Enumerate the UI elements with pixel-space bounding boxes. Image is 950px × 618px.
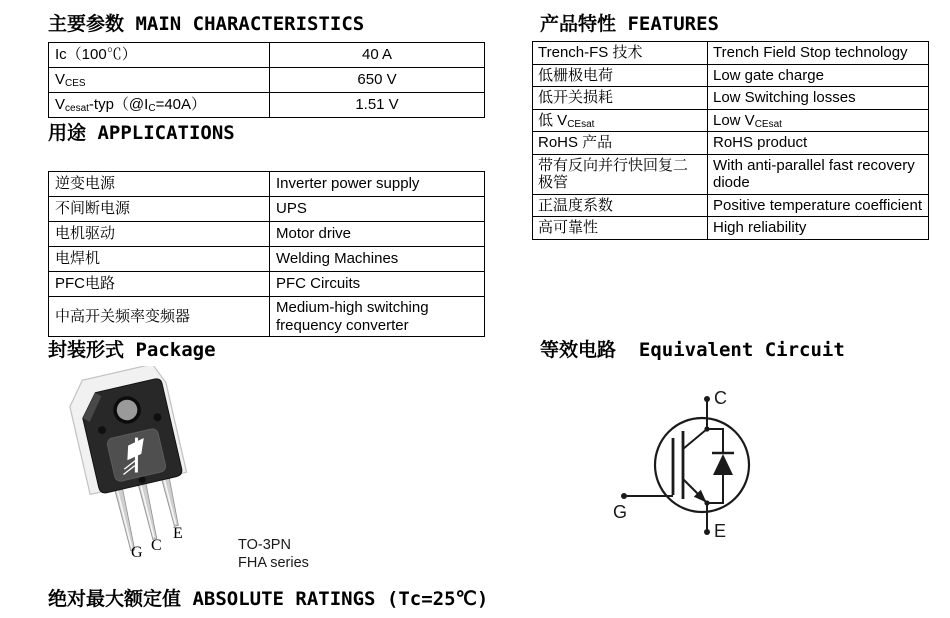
heading-main-characteristics: 主要参数 MAIN CHARACTERISTICS bbox=[48, 13, 365, 35]
table-row bbox=[533, 109, 929, 132]
value-cell: 1.51 V bbox=[270, 93, 485, 118]
junction-dot bbox=[704, 426, 709, 431]
terminal-label-c: C bbox=[714, 388, 727, 408]
value-cell: Low Switching losses bbox=[708, 87, 929, 110]
value-cell: Positive temperature coefficient bbox=[708, 194, 929, 217]
diode-triangle bbox=[713, 454, 733, 475]
terminal-label-e: E bbox=[714, 521, 727, 541]
table-row bbox=[533, 217, 929, 240]
package-series: FHA series bbox=[238, 555, 309, 571]
heading-applications: 用途 APPLICATIONS bbox=[48, 122, 235, 144]
value-cell: High reliability bbox=[708, 217, 929, 240]
param-cell: 中高开关频率变频器 bbox=[49, 297, 270, 337]
value-cell: Welding Machines bbox=[270, 247, 485, 272]
value-cell: With anti-parallel fast recovery diode bbox=[708, 154, 929, 194]
terminal-label-g: G bbox=[613, 502, 628, 522]
junction-dot bbox=[704, 500, 709, 505]
table-row bbox=[49, 68, 485, 93]
param-cell: RoHS 产品 bbox=[533, 132, 708, 155]
value-cell: UPS bbox=[270, 197, 485, 222]
param-cell: Trench-FS 技术 bbox=[533, 42, 708, 65]
value-cell: 40 A bbox=[270, 43, 485, 68]
terminal-dot-e bbox=[704, 529, 710, 535]
table-row bbox=[49, 172, 485, 197]
value-cell: Medium-high switching frequency converter bbox=[270, 297, 485, 337]
param-cell: PFC电路 bbox=[49, 272, 270, 297]
table-row bbox=[49, 93, 485, 118]
heading-features: 产品特性 FEATURES bbox=[540, 13, 719, 35]
heading-package: 封装形式 Package bbox=[48, 339, 216, 361]
value-cell: Inverter power supply bbox=[270, 172, 485, 197]
value-cell: PFC Circuits bbox=[270, 272, 485, 297]
pin-label-e: E bbox=[173, 525, 183, 542]
param-cell: 电机驱动 bbox=[49, 222, 270, 247]
table-row bbox=[49, 43, 485, 68]
param-cell: 逆变电源 bbox=[49, 172, 270, 197]
pin-label-c: C bbox=[151, 537, 162, 554]
param-cell: $V_{cesat}-typ(@I_C=40A)$ bbox=[49, 93, 270, 118]
table-row bbox=[533, 154, 929, 194]
applications-table bbox=[48, 171, 485, 337]
param-cell: 正温度系数 bbox=[533, 194, 708, 217]
param-cell: 电焊机 bbox=[49, 247, 270, 272]
equivalent-circuit-diagram bbox=[595, 383, 795, 548]
terminal-dot-c bbox=[704, 396, 710, 402]
pin-label-g: G bbox=[131, 544, 143, 561]
table-row bbox=[49, 297, 485, 337]
param-cell: 低 $V_{CEsat}$ bbox=[533, 109, 708, 132]
heading-absolute-ratings: 绝对最大额定值 ABSOLUTE RATINGS (Tc=25℃) bbox=[48, 588, 489, 610]
table-row bbox=[533, 87, 929, 110]
param-cell: 低栅极电荷 bbox=[533, 64, 708, 87]
table-row bbox=[533, 64, 929, 87]
table-row bbox=[49, 222, 485, 247]
value-cell: 650 V bbox=[270, 68, 485, 93]
package-name: TO-3PN bbox=[238, 537, 291, 553]
value-cell: Trench Field Stop technology bbox=[708, 42, 929, 65]
terminal-dot-g bbox=[621, 493, 627, 499]
table-row bbox=[533, 194, 929, 217]
param-cell: Ic（100℃） bbox=[49, 43, 270, 68]
value-cell: RoHS product bbox=[708, 132, 929, 155]
table-row bbox=[49, 197, 485, 222]
heading-equivalent-circuit: 等效电路 Equivalent Circuit bbox=[540, 339, 845, 361]
table-row bbox=[49, 247, 485, 272]
param-cell: 带有反向并行快回复二极管 bbox=[533, 154, 708, 194]
main-characteristics-table bbox=[48, 42, 485, 118]
param-cell: 高可靠性 bbox=[533, 217, 708, 240]
param-cell: $V_{CES}$ bbox=[49, 68, 270, 93]
features-table bbox=[532, 41, 929, 240]
table-row bbox=[533, 132, 929, 155]
param-cell: 低开关损耗 bbox=[533, 87, 708, 110]
value-cell: Low $V_{CEsat}$ bbox=[708, 109, 929, 132]
value-cell: Motor drive bbox=[270, 222, 485, 247]
table-row bbox=[533, 42, 929, 65]
table-row bbox=[49, 272, 485, 297]
value-cell: Low gate charge bbox=[708, 64, 929, 87]
param-cell: 不间断电源 bbox=[49, 197, 270, 222]
